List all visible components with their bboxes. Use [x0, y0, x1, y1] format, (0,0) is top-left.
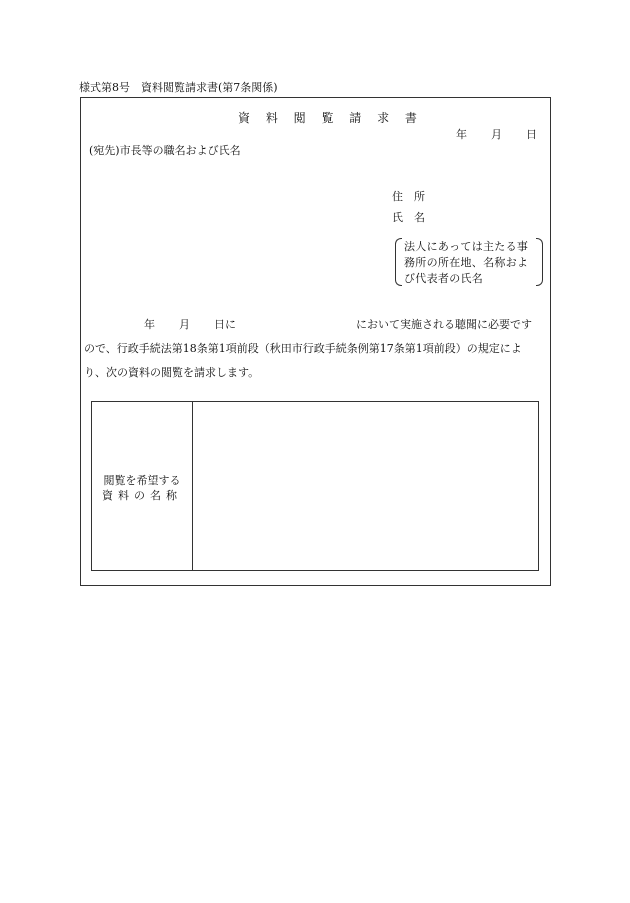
body-line-3: り、次の資料の閲覧を請求します。: [84, 366, 260, 379]
materials-label: [96, 473, 188, 503]
date-day-label: 日: [526, 128, 537, 141]
date-year-label: 年: [456, 128, 467, 141]
materials-label-line1: 閲覧を希望する: [103, 474, 181, 487]
materials-table: [91, 401, 539, 571]
materials-name-field[interactable]: [193, 402, 538, 570]
corporate-note: [395, 238, 543, 288]
body-month: 月: [179, 318, 190, 331]
body-day: 日に: [214, 318, 236, 331]
body-line-2: ので、行政手続法第18条第1項前段（秋田市行政手続条例第17条第1項前段）の規定によ: [84, 342, 522, 355]
materials-label-line2: 資料の名称: [102, 489, 182, 502]
body-line1-rest: において実施される聴聞に必要です: [356, 318, 532, 331]
form-number: 様式第8号 資料閲覧請求書(第7条関係): [79, 81, 278, 94]
body-year: 年: [144, 318, 155, 331]
body-line-1: [144, 318, 532, 332]
name-label: 氏 名: [392, 211, 425, 224]
bracket-left: [395, 238, 402, 286]
date-month-label: 月: [491, 128, 502, 141]
address-label: 住 所: [392, 190, 425, 203]
document-title: 資 料 閲 覧 請 求 書: [238, 111, 423, 125]
bracket-right: [536, 238, 543, 286]
date-line: [456, 128, 537, 142]
addressee: (宛先)市長等の職名および氏名: [89, 144, 241, 157]
corporate-note-text: 法人にあっては主たる事務所の所在地、名称および代表者の氏名: [404, 240, 529, 285]
